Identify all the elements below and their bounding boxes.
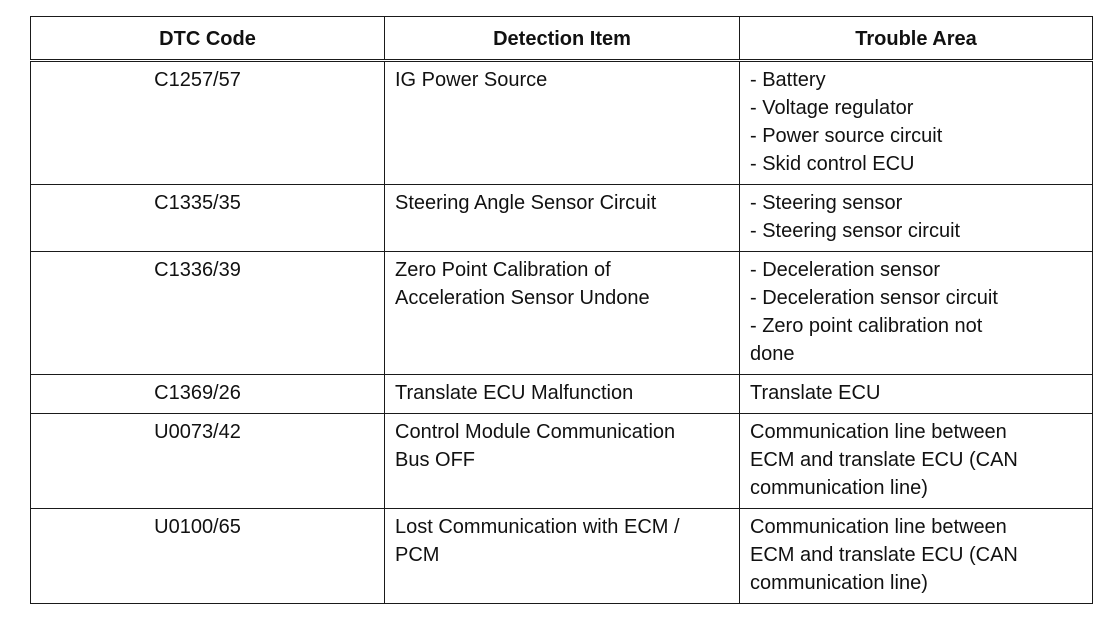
dtc-table [30, 16, 1093, 604]
table-row [31, 414, 1093, 509]
trouble-area-cell [740, 185, 1093, 252]
trouble-area-line: - Steering sensor circuit [750, 220, 961, 242]
trouble-area-line: Communication line between [750, 421, 1007, 443]
trouble-area-line: - Deceleration sensor [750, 259, 941, 281]
dtc-code-cell: C1336/39 [31, 252, 385, 375]
trouble-area-line: - Zero point calibration not [750, 315, 983, 337]
trouble-area-line: done [750, 343, 795, 365]
trouble-area-cell [740, 509, 1093, 604]
trouble-area-line: ECM and translate ECU (CAN [750, 544, 1018, 566]
header-detection-item: Detection Item [385, 17, 740, 61]
header-row [31, 17, 1093, 61]
table-header [31, 17, 1093, 61]
dtc-code-cell: U0073/42 [31, 414, 385, 509]
trouble-area-line: - Skid control ECU [750, 153, 915, 175]
detection-item-line: IG Power Source [395, 69, 548, 91]
trouble-area-line: - Voltage regulator [750, 97, 914, 119]
dtc-code-cell: C1335/35 [31, 185, 385, 252]
trouble-area-line: - Deceleration sensor circuit [750, 287, 998, 309]
detection-item-line: Acceleration Sensor Undone [395, 287, 650, 309]
table-row [31, 252, 1093, 375]
trouble-area-cell [740, 375, 1093, 414]
dtc-code-cell: C1369/26 [31, 375, 385, 414]
table-row [31, 509, 1093, 604]
trouble-area-line: Communication line between [750, 516, 1007, 538]
detection-item-cell [385, 61, 740, 185]
detection-item-line: Steering Angle Sensor Circuit [395, 192, 657, 214]
dtc-code-cell: U0100/65 [31, 509, 385, 604]
trouble-area-line: ECM and translate ECU (CAN [750, 449, 1018, 471]
trouble-area-line: communication line) [750, 477, 928, 499]
trouble-area-line: - Power source circuit [750, 125, 943, 147]
detection-item-line: Bus OFF [395, 449, 476, 471]
header-dtc-code: DTC Code [31, 17, 385, 61]
table-row [31, 61, 1093, 185]
detection-item-line: Lost Communication with ECM / [395, 516, 680, 538]
detection-item-line: Control Module Communication [395, 421, 676, 443]
trouble-area-cell [740, 414, 1093, 509]
table-row [31, 185, 1093, 252]
detection-item-cell [385, 509, 740, 604]
detection-item-line: Zero Point Calibration of [395, 259, 611, 281]
trouble-area-line: - Steering sensor [750, 192, 903, 214]
trouble-area-line: - Battery [750, 69, 826, 91]
table-body [31, 61, 1093, 604]
detection-item-cell [385, 185, 740, 252]
detection-item-line: PCM [395, 544, 440, 566]
dtc-code-cell: C1257/57 [31, 61, 385, 185]
detection-item-cell [385, 414, 740, 509]
trouble-area-line: Translate ECU [750, 382, 881, 404]
detection-item-line: Translate ECU Malfunction [395, 382, 634, 404]
trouble-area-cell [740, 61, 1093, 185]
table-row [31, 375, 1093, 414]
trouble-area-cell [740, 252, 1093, 375]
trouble-area-line: communication line) [750, 572, 928, 594]
header-trouble-area: Trouble Area [740, 17, 1093, 61]
detection-item-cell [385, 252, 740, 375]
detection-item-cell [385, 375, 740, 414]
